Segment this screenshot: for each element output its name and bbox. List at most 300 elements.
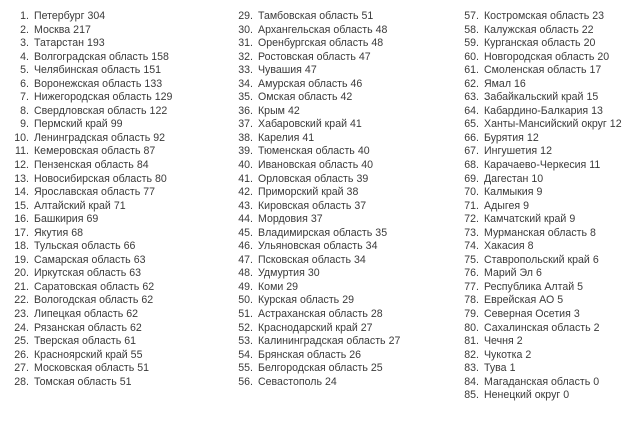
- list-item: [4, 91, 224, 105]
- item-number: 85.: [464, 389, 479, 402]
- item-number: 32.: [238, 50, 253, 63]
- item-number: 77.: [464, 280, 479, 293]
- region-count: 30: [307, 267, 320, 280]
- list-item: [228, 173, 443, 187]
- list-item: [228, 213, 443, 227]
- region-count: 0: [563, 389, 570, 402]
- list-item: [4, 267, 224, 281]
- region-name: Чечня: [484, 335, 514, 348]
- region-count: 41: [350, 118, 362, 131]
- list-item: [4, 186, 224, 200]
- region-count: 15: [586, 91, 599, 104]
- list-item: [454, 240, 640, 254]
- region-count: 66: [123, 240, 136, 253]
- region-name: Карачаево-Черкесия: [484, 159, 587, 172]
- item-number: 34.: [238, 77, 253, 90]
- region-count: 87: [143, 145, 156, 158]
- item-number: 67.: [464, 145, 479, 158]
- list-item: [228, 105, 443, 119]
- item-number: 54.: [238, 348, 253, 361]
- region-name: Адыгея: [484, 199, 521, 212]
- list-item: [4, 200, 224, 214]
- item-number: 43.: [238, 199, 253, 212]
- list-item: [228, 267, 443, 281]
- region-name: Рязанская область: [34, 321, 128, 334]
- item-number: 10.: [14, 131, 29, 144]
- list-item: [228, 10, 443, 24]
- list-item: [4, 362, 224, 376]
- region-name: Калужская область: [484, 23, 579, 36]
- region-count: 28: [370, 308, 383, 321]
- region-count: 62: [141, 294, 154, 307]
- region-count: 0: [593, 375, 600, 388]
- list-item: [4, 78, 224, 92]
- region-count: 17: [589, 64, 602, 77]
- region-count: 11: [589, 159, 601, 172]
- region-count: 62: [142, 280, 155, 293]
- region-count: 6: [592, 253, 599, 266]
- list-item: [454, 267, 640, 281]
- region-name: Воронежская область: [34, 77, 142, 90]
- list-item: [454, 362, 640, 376]
- region-name: Республика Алтай: [484, 280, 575, 293]
- list-item: [454, 186, 640, 200]
- region-count: 8: [527, 240, 534, 253]
- item-number: 23.: [14, 308, 29, 321]
- item-number: 18.: [14, 240, 29, 253]
- item-number: 31.: [238, 37, 253, 50]
- item-number: 65.: [464, 118, 479, 131]
- list-item: [454, 308, 640, 322]
- list-item: [228, 118, 443, 132]
- region-name: Северная Осетия: [484, 308, 571, 321]
- list-item: [4, 240, 224, 254]
- item-number: 84.: [464, 375, 479, 388]
- list-item: [4, 24, 224, 38]
- list-item: [4, 132, 224, 146]
- region-count: 193: [86, 37, 105, 50]
- region-name: Ростовская область: [258, 50, 356, 63]
- region-name: Мурманская область: [484, 226, 587, 239]
- region-name: Мордовия: [258, 213, 308, 226]
- region-name: Свердловская область: [34, 104, 147, 117]
- list-item: [454, 349, 640, 363]
- region-name: Ставропольский край: [484, 253, 590, 266]
- item-number: 2.: [20, 23, 29, 36]
- region-name: Калининградская область: [258, 335, 386, 348]
- item-number: 38.: [238, 131, 253, 144]
- region-count: 42: [340, 91, 353, 104]
- item-number: 35.: [238, 91, 253, 104]
- region-name: Ханты-Мансийский округ: [484, 118, 607, 131]
- item-number: 81.: [464, 335, 479, 348]
- region-count: 35: [375, 226, 388, 239]
- region-count: 2: [516, 335, 523, 348]
- region-count: 129: [154, 91, 173, 104]
- region-name: Орловская область: [258, 172, 354, 185]
- region-count: 39: [356, 172, 369, 185]
- item-number: 69.: [464, 172, 479, 185]
- region-name: Дагестан: [484, 172, 529, 185]
- list-item: [454, 51, 640, 65]
- region-name: Бурятия: [484, 131, 524, 144]
- region-name: Чукотка: [484, 348, 523, 361]
- list-item: [454, 145, 640, 159]
- region-name: Марий Эл: [484, 267, 533, 280]
- region-count: 84: [136, 159, 149, 172]
- region-name: Ярославская область: [34, 186, 141, 199]
- region-name: Красноярский край: [34, 348, 128, 361]
- item-number: 11.: [15, 145, 29, 158]
- region-count: 27: [360, 321, 373, 334]
- list-item: [228, 362, 443, 376]
- region-name: Тульская область: [34, 240, 121, 253]
- item-number: 7.: [20, 91, 29, 104]
- region-name: Челябинская область: [34, 64, 141, 77]
- region-count: 80: [155, 172, 167, 185]
- region-count: 6: [535, 267, 542, 280]
- region-name: Курганская область: [484, 37, 581, 50]
- region-name: Ульяновская область: [258, 240, 363, 253]
- region-count: 12: [526, 131, 539, 144]
- item-number: 12.: [14, 159, 29, 172]
- region-count: 27: [388, 335, 401, 348]
- region-name: Краснодарский край: [258, 321, 358, 334]
- region-count: 20: [583, 37, 596, 50]
- list-item: [454, 132, 640, 146]
- list-item: [228, 51, 443, 65]
- region-count: 20: [597, 50, 610, 63]
- region-count: 12: [609, 118, 622, 131]
- region-name: Липецкая область: [34, 308, 124, 321]
- list-item: [4, 254, 224, 268]
- region-name: Курская область: [258, 294, 340, 307]
- list-item: [4, 335, 224, 349]
- region-count: 47: [304, 64, 317, 77]
- region-count: 38: [346, 186, 359, 199]
- list-item: [454, 118, 640, 132]
- item-number: 19.: [14, 253, 29, 266]
- item-number: 5.: [20, 64, 29, 77]
- item-number: 80.: [464, 321, 479, 334]
- list-item: [454, 281, 640, 295]
- region-count: 3: [573, 308, 580, 321]
- region-name: Сахалинская область: [484, 321, 591, 334]
- region-name: Брянская область: [258, 348, 347, 361]
- item-number: 24.: [14, 321, 29, 334]
- region-name: Тамбовская область: [258, 10, 359, 22]
- list-item: [454, 335, 640, 349]
- list-item: [228, 227, 443, 241]
- region-name: Карелия: [258, 131, 300, 144]
- region-count: 99: [110, 118, 123, 131]
- region-count: 41: [302, 131, 315, 144]
- region-name: Ямал: [484, 77, 512, 90]
- item-number: 47.: [238, 253, 253, 266]
- region-count: 9: [523, 199, 530, 212]
- region-count: 217: [73, 23, 91, 36]
- item-number: 8.: [20, 104, 29, 117]
- region-count: 26: [349, 348, 362, 361]
- region-name: Татарстан: [34, 37, 84, 50]
- region-name: Якутия: [34, 226, 69, 239]
- list-item: [228, 37, 443, 51]
- region-count: 48: [375, 23, 388, 36]
- item-number: 25.: [14, 335, 29, 348]
- region-name: Крым: [258, 104, 285, 117]
- region-name: Пензенская область: [34, 159, 134, 172]
- region-name: Новгородская область: [484, 50, 595, 63]
- item-number: 71.: [464, 199, 479, 212]
- item-number: 46.: [238, 240, 253, 253]
- region-ranking-list: [0, 10, 640, 420]
- list-item: [4, 213, 224, 227]
- region-count: 29: [342, 294, 354, 307]
- item-number: 51.: [238, 308, 253, 321]
- item-number: 61.: [464, 64, 479, 77]
- region-count: 51: [119, 375, 132, 388]
- region-count: 63: [133, 253, 146, 266]
- region-count: 62: [126, 308, 139, 321]
- region-name: Астраханская область: [258, 308, 368, 321]
- list-item: [454, 227, 640, 241]
- region-count: 151: [143, 64, 162, 77]
- region-count: 34: [354, 253, 366, 266]
- region-name: Ивановская область: [258, 159, 359, 172]
- region-name: Чувашия: [258, 64, 302, 77]
- item-number: 15.: [14, 199, 29, 212]
- region-name: Вологодская область: [34, 294, 139, 307]
- list-item: [228, 281, 443, 295]
- region-count: 68: [71, 226, 84, 239]
- region-count: 51: [361, 10, 374, 22]
- item-number: 57.: [464, 10, 479, 22]
- region-count: 40: [361, 159, 374, 172]
- region-count: 40: [357, 145, 370, 158]
- list-item: [4, 64, 224, 78]
- list-item: [228, 78, 443, 92]
- item-number: 6.: [20, 77, 29, 90]
- list-column-3: [454, 10, 640, 403]
- list-item: [454, 105, 640, 119]
- region-name: Нижегородская область: [34, 91, 152, 104]
- item-number: 14.: [14, 186, 29, 199]
- item-number: 62.: [464, 77, 479, 90]
- region-name: Пермский край: [34, 118, 108, 131]
- region-name: Белгородская область: [258, 362, 368, 375]
- list-item: [454, 159, 640, 173]
- region-name: Самарская область: [34, 253, 131, 266]
- region-name: Саратовская область: [34, 280, 140, 293]
- region-count: 48: [371, 37, 384, 50]
- list-item: [4, 145, 224, 159]
- region-count: 24: [324, 375, 337, 388]
- item-number: 79.: [464, 308, 479, 321]
- list-item: [228, 308, 443, 322]
- list-item: [454, 37, 640, 51]
- region-name: Хабаровский край: [258, 118, 348, 131]
- region-count: 2: [525, 348, 532, 361]
- region-name: Иркутская область: [34, 267, 127, 280]
- region-name: Удмуртия: [258, 267, 305, 280]
- region-count: 42: [287, 104, 300, 117]
- item-number: 21.: [14, 280, 29, 293]
- list-item: [4, 173, 224, 187]
- item-number: 70.: [464, 186, 479, 199]
- item-number: 75.: [464, 253, 479, 266]
- list-item: [4, 376, 224, 390]
- item-number: 9.: [20, 118, 29, 131]
- region-name: Севастополь: [258, 375, 322, 388]
- item-number: 13.: [14, 172, 29, 185]
- region-name: Костромская область: [484, 10, 590, 22]
- region-name: Кемеровская область: [34, 145, 141, 158]
- region-count: 1: [509, 362, 516, 375]
- region-count: 37: [310, 213, 323, 226]
- region-count: 8: [590, 226, 596, 239]
- item-number: 60.: [464, 50, 479, 63]
- list-item: [228, 145, 443, 159]
- item-number: 83.: [464, 362, 479, 375]
- list-item: [4, 308, 224, 322]
- item-number: 27.: [14, 362, 29, 375]
- region-count: 133: [144, 77, 163, 90]
- region-name: Хакасия: [484, 240, 525, 253]
- item-number: 82.: [464, 348, 479, 361]
- region-name: Ненецкий округ: [484, 389, 561, 402]
- item-number: 73.: [464, 226, 479, 239]
- region-name: Волгоградская область: [34, 50, 149, 63]
- region-name: Камчатский край: [484, 213, 567, 226]
- list-item: [454, 254, 640, 268]
- item-number: 42.: [238, 186, 253, 199]
- region-name: Тюменская область: [258, 145, 355, 158]
- region-name: Ленинградская область: [34, 131, 151, 144]
- list-item: [4, 159, 224, 173]
- list-item: [228, 132, 443, 146]
- item-number: 59.: [464, 37, 479, 50]
- list-item: [4, 294, 224, 308]
- list-item: [4, 105, 224, 119]
- item-number: 68.: [464, 159, 479, 172]
- region-name: Оренбургская область: [258, 37, 369, 50]
- region-name: Забайкальский край: [484, 91, 584, 104]
- item-number: 41.: [238, 172, 253, 185]
- region-name: Калмыкия: [484, 186, 534, 199]
- list-column-2: [228, 10, 443, 389]
- item-number: 72.: [464, 213, 479, 226]
- item-number: 64.: [464, 104, 479, 117]
- list-item: [454, 10, 640, 24]
- region-count: 16: [514, 77, 526, 90]
- item-number: 28.: [14, 375, 29, 388]
- region-count: 46: [350, 77, 363, 90]
- item-number: 53.: [238, 335, 253, 348]
- item-number: 26.: [14, 348, 29, 361]
- region-count: 51: [137, 362, 150, 375]
- region-count: 29: [286, 280, 299, 293]
- item-number: 37.: [238, 118, 253, 131]
- list-item: [454, 213, 640, 227]
- region-name: Омская область: [258, 91, 338, 104]
- list-item: [454, 78, 640, 92]
- item-number: 63.: [464, 91, 479, 104]
- list-item: [228, 64, 443, 78]
- item-number: 1.: [20, 10, 29, 22]
- list-item: [228, 294, 443, 308]
- list-item: [228, 200, 443, 214]
- region-name: Алтайский край: [34, 199, 111, 212]
- region-name: Еврейская АО: [484, 294, 555, 307]
- region-count: 61: [124, 335, 137, 348]
- region-name: Петербург: [34, 10, 85, 22]
- list-item: [454, 376, 640, 390]
- item-number: 36.: [238, 104, 253, 117]
- region-name: Томская область: [34, 375, 117, 388]
- item-number: 29.: [238, 10, 253, 22]
- list-item: [228, 254, 443, 268]
- list-item: [228, 240, 443, 254]
- region-name: Амурская область: [258, 77, 348, 90]
- list-item: [454, 64, 640, 78]
- region-name: Тува: [484, 362, 507, 375]
- region-count: 10: [531, 172, 544, 185]
- region-count: 12: [540, 145, 552, 158]
- region-name: Магаданская область: [484, 375, 591, 388]
- list-item: [454, 389, 640, 403]
- region-name: Московская область: [34, 362, 135, 375]
- list-item: [4, 118, 224, 132]
- region-name: Тверская область: [34, 335, 122, 348]
- region-name: Новосибирская область: [34, 172, 152, 185]
- list-item: [228, 335, 443, 349]
- region-count: 122: [149, 104, 168, 117]
- list-item: [228, 159, 443, 173]
- list-item: [454, 200, 640, 214]
- region-name: Кировская область: [258, 199, 352, 212]
- region-count: 77: [143, 186, 156, 199]
- item-number: 76.: [464, 267, 479, 280]
- region-count: 25: [370, 362, 383, 375]
- item-number: 56.: [238, 375, 253, 388]
- region-count: 37: [354, 199, 367, 212]
- list-item: [4, 37, 224, 51]
- item-number: 50.: [238, 294, 253, 307]
- item-number: 45.: [238, 226, 253, 239]
- region-count: 158: [151, 50, 169, 63]
- region-count: 63: [129, 267, 142, 280]
- region-count: 22: [581, 23, 594, 36]
- item-number: 16.: [14, 213, 29, 226]
- region-count: 62: [130, 321, 142, 334]
- list-item: [228, 349, 443, 363]
- item-number: 52.: [238, 321, 253, 334]
- list-item: [454, 322, 640, 336]
- region-count: 34: [365, 240, 378, 253]
- region-count: 71: [113, 199, 126, 212]
- region-name: Смоленская область: [484, 64, 587, 77]
- item-number: 66.: [464, 131, 479, 144]
- region-count: 13: [591, 104, 603, 117]
- list-item: [454, 294, 640, 308]
- item-number: 30.: [238, 23, 253, 36]
- region-count: 92: [153, 131, 166, 144]
- list-item: [4, 322, 224, 336]
- list-item: [4, 281, 224, 295]
- region-count: 5: [557, 294, 564, 307]
- region-name: Коми: [258, 280, 284, 293]
- item-number: 17.: [14, 226, 29, 239]
